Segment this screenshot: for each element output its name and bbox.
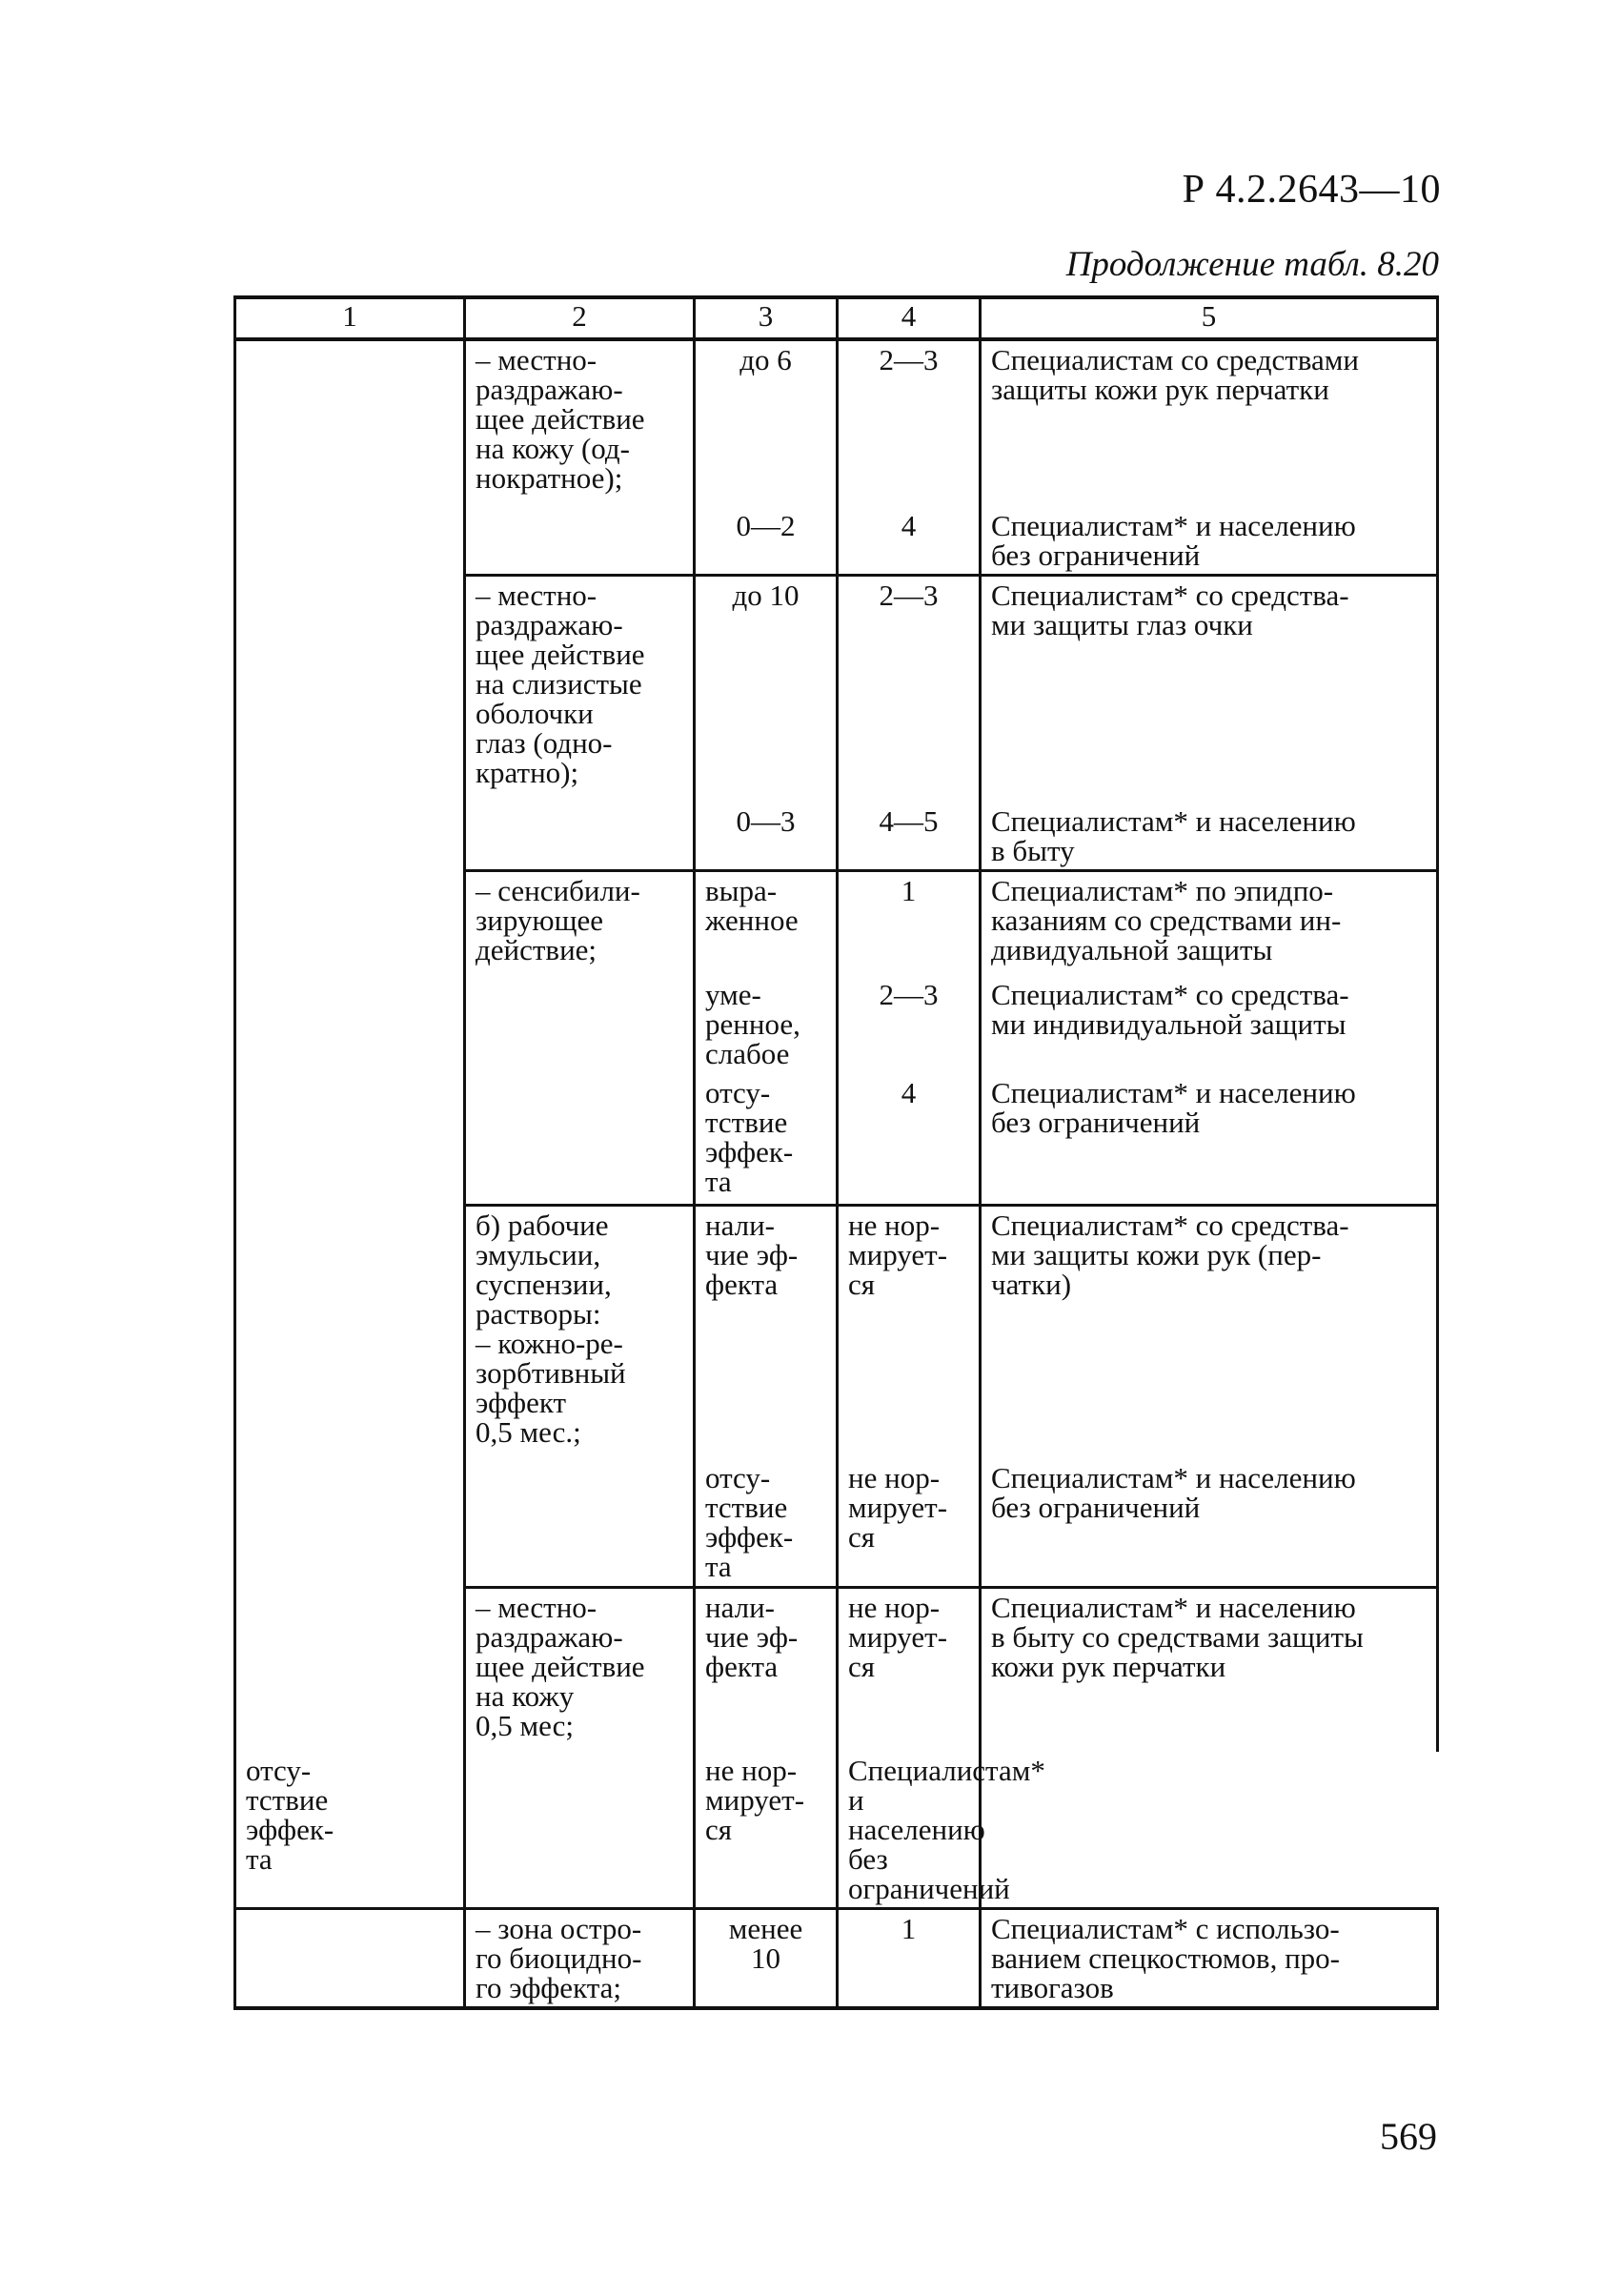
table-cell-col2: – сенсибили- зирующее действие; <box>465 871 695 1206</box>
table-cell-col4: не нор- мирует- ся <box>838 1588 981 1752</box>
table-cell-col3: выра- женное <box>695 871 838 976</box>
table-cell-col4: не нор- мирует- ся <box>838 1206 981 1459</box>
table-cell-col3: 0—2 <box>695 507 838 576</box>
table-cell-col5: Специалистам* и населению в быту со средствами защиты кожи рук перчатки <box>981 1588 1438 1752</box>
table-cell-col4: 4 <box>838 507 981 576</box>
table-continuation-caption: Продолжение табл. 8.20 <box>1065 245 1439 284</box>
column-header: 5 <box>981 297 1438 339</box>
column-header: 1 <box>235 297 465 339</box>
table-cell-col5: Специалистам* со средства- ми защиты глаз очки <box>981 576 1438 803</box>
table-cell-col5: Специалистам* с использо- ванием спецкостюмов, про- тивогазов <box>981 1908 1438 2008</box>
table-cell-col4: 4—5 <box>838 803 981 871</box>
table-cell-col4: 4 <box>838 1074 981 1206</box>
table-cell-col2: б) рабочие эмульсии, суспензии, растворы: – кожно-ре- зорбтивный эффект 0,5 мес.; <box>465 1206 695 1588</box>
table-cell-col1 <box>235 1908 465 2008</box>
table-cell-col3: отсу- тствие эффек- та <box>695 1074 838 1206</box>
table-cell-col3: отсу- тствие эффек- та <box>695 1459 838 1588</box>
table-cell-col4: 2—3 <box>838 576 981 803</box>
table-cell-col5: Специалистам* со средства- ми индивидуальной защиты <box>981 976 1438 1074</box>
table-cell-col5: Специалистам* и населению без ограничений <box>981 507 1438 576</box>
table-cell-col5: Специалистам* со средства- ми защиты кожи рук (пер- чатки) <box>981 1206 1438 1459</box>
table-cell-col5: Специалистам* и населению без ограничений <box>981 1459 1438 1588</box>
table-cell-col3: нали- чие эф- фекта <box>695 1206 838 1459</box>
table-cell-col3: отсу- тствие эффек- та <box>235 1752 465 1909</box>
column-header: 2 <box>465 297 695 339</box>
column-header: 3 <box>695 297 838 339</box>
table-cell-col4: 2—3 <box>838 339 981 507</box>
table-cell-col4: 1 <box>838 1908 981 2008</box>
table-header-row <box>235 297 1438 339</box>
table-cell-col5: Специалистам со средствами защиты кожи рук перчатки <box>981 339 1438 507</box>
table-cell-col4: не нор- мирует- ся <box>695 1752 838 1909</box>
column-header: 4 <box>838 297 981 339</box>
document-code: Р 4.2.2643—10 <box>1182 168 1441 212</box>
table-cell-col5: Специалистам* и населению без ограничений <box>838 1752 981 1909</box>
table-cell-col4: 2—3 <box>838 976 981 1074</box>
table-cell-col5: Специалистам* и населению в быту <box>981 803 1438 871</box>
table-cell-col3: уме- ренное, слабое <box>695 976 838 1074</box>
table-cell-col5: Специалистам* и населению без ограничений <box>981 1074 1438 1206</box>
table-row <box>235 339 1438 507</box>
table-cell-col2: – местно- раздражаю- щее действие на кожу 0,5 мес; <box>465 1588 695 1909</box>
table-cell-col3: нали- чие эф- фекта <box>695 1588 838 1752</box>
table-cell-col4: не нор- мирует- ся <box>838 1459 981 1588</box>
table-cell-col2: – местно- раздражаю- щее действие на кожу (од- нократное); <box>465 339 695 576</box>
table-cell-col5: Специалистам* по эпидпо- казаниям со средствами ин- дивидуальной защиты <box>981 871 1438 976</box>
table-cell-col3: 0—3 <box>695 803 838 871</box>
data-table <box>233 295 1439 2010</box>
table-cell-col3: менее 10 <box>695 1908 838 2008</box>
table-cell-col1 <box>235 339 465 1752</box>
table-cell-col2: – зона остро- го биоцидно- го эффекта; <box>465 1908 695 2008</box>
table-cell-col4: 1 <box>838 871 981 976</box>
table-row <box>235 1908 1438 2008</box>
table-cell-col2: – местно- раздражаю- щее действие на слизистые оболочки глаз (одно- кратно); <box>465 576 695 871</box>
table-row <box>235 1752 1438 1909</box>
table-cell-col3: до 6 <box>695 339 838 507</box>
page-number: 569 <box>1380 2115 1437 2158</box>
table-cell-col3: до 10 <box>695 576 838 803</box>
